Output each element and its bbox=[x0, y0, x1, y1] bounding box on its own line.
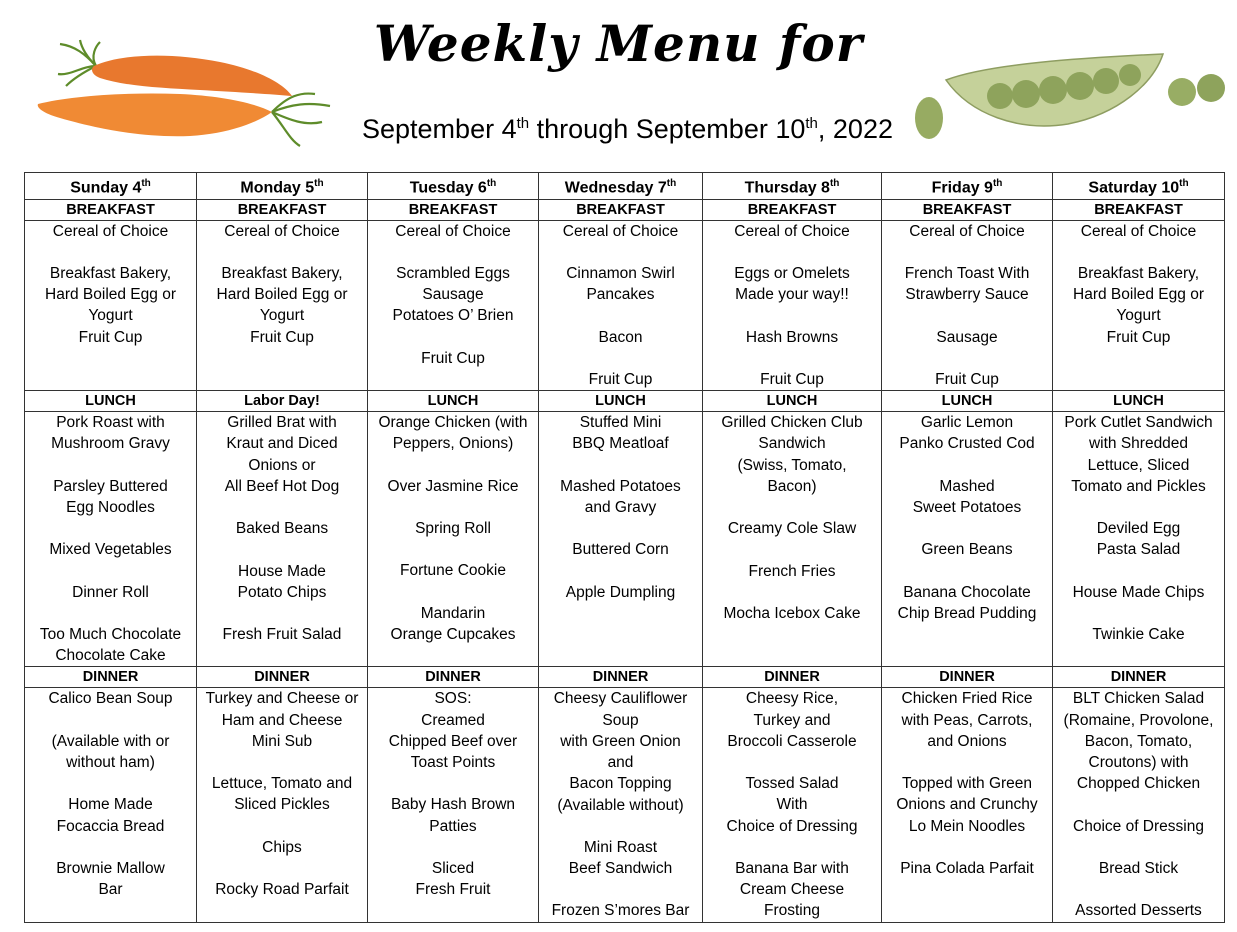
spacer bbox=[885, 518, 1049, 539]
menu-item: Creamy Cole Slaw bbox=[727, 520, 857, 538]
menu-item: Mini Roast bbox=[583, 838, 658, 856]
spacer bbox=[706, 752, 878, 773]
menu-item: Chips bbox=[262, 838, 302, 856]
menu-item: SOS: bbox=[434, 690, 472, 708]
menu-item: Garlic Lemon bbox=[920, 414, 1014, 432]
spacer bbox=[28, 837, 193, 858]
menu-item: Deviled Egg bbox=[1096, 520, 1181, 538]
menu-cell bbox=[882, 220, 1053, 391]
menu-item: Focaccia Bread bbox=[56, 817, 165, 835]
meal-label: BREAKFAST bbox=[703, 199, 882, 220]
meal-label: DINNER bbox=[539, 667, 703, 688]
menu-item: Twinkie Cake bbox=[1092, 626, 1185, 644]
menu-item: Chipped Beef over bbox=[388, 732, 518, 750]
menu-item: Fruit Cup bbox=[760, 370, 824, 388]
menu-cell bbox=[197, 220, 368, 391]
menu-item: Cereal of Choice bbox=[909, 222, 1025, 240]
spacer bbox=[28, 710, 193, 731]
menu-item: Yogurt bbox=[1116, 307, 1161, 325]
menu-item: Hard Boiled Egg or bbox=[216, 286, 348, 304]
meal-label: DINNER bbox=[703, 667, 882, 688]
menu-item: Cinnamon Swirl bbox=[566, 264, 675, 282]
menu-cell bbox=[1053, 220, 1225, 391]
page-title: Weekly Menu for bbox=[373, 14, 864, 73]
menu-item: Mixed Vegetables bbox=[49, 541, 172, 559]
spacer bbox=[885, 242, 1049, 263]
menu-item: Eggs or Omelets bbox=[734, 264, 850, 282]
menu-cell bbox=[25, 220, 197, 391]
loose-pea-icon bbox=[1197, 74, 1225, 102]
menu-item: Cereal of Choice bbox=[224, 222, 340, 240]
menu-item: Sausage bbox=[422, 286, 484, 304]
menu-item: Chocolate Cake bbox=[55, 647, 166, 665]
day-header-row bbox=[25, 173, 1225, 200]
menu-item: Bread Stick bbox=[1098, 860, 1179, 878]
menu-item: without ham) bbox=[66, 754, 155, 772]
menu-item: Cream Cheese bbox=[739, 881, 845, 899]
menu-item: Hard Boiled Egg or bbox=[45, 286, 176, 304]
spacer bbox=[1056, 837, 1221, 858]
menu-item: Orange Cupcakes bbox=[390, 626, 516, 644]
menu-item: Bar bbox=[98, 881, 123, 899]
menu-item: Patties bbox=[429, 817, 477, 835]
spacer bbox=[1056, 497, 1221, 518]
spacer bbox=[542, 561, 699, 582]
menu-item: Rocky Road Parfait bbox=[215, 881, 349, 899]
menu-item: Made your way!! bbox=[735, 286, 849, 304]
meal-label: LUNCH bbox=[1053, 391, 1225, 412]
spacer bbox=[1056, 242, 1221, 263]
menu-item: Calico Bean Soup bbox=[48, 690, 173, 708]
menu-item: (Available without) bbox=[557, 796, 684, 814]
menu-item: Lettuce, Sliced bbox=[1087, 456, 1190, 474]
day-header: Saturday 10th bbox=[1053, 173, 1225, 200]
menu-item: Fresh Fruit bbox=[415, 881, 491, 899]
menu-item: Yogurt bbox=[259, 307, 305, 325]
menu-item: Fruit Cup bbox=[421, 349, 485, 367]
spacer bbox=[706, 497, 878, 518]
start-month: September bbox=[362, 114, 495, 144]
spacer bbox=[706, 539, 878, 560]
spacer bbox=[885, 455, 1049, 476]
breakfast-label-row bbox=[25, 199, 1225, 220]
spacer bbox=[1056, 795, 1221, 816]
menu-item: Sweet Potatoes bbox=[912, 498, 1022, 516]
menu-item: Stuffed Mini bbox=[579, 414, 662, 432]
menu-item: Cheesy Cauliflower bbox=[553, 690, 688, 708]
menu-item: Hash Browns bbox=[745, 328, 839, 346]
menu-item: (Romaine, Provolone, bbox=[1063, 711, 1214, 729]
spacer bbox=[885, 752, 1049, 773]
menu-item: Breakfast Bakery, bbox=[221, 264, 343, 282]
spacer bbox=[885, 837, 1049, 858]
meal-label: BREAKFAST bbox=[882, 199, 1053, 220]
spacer bbox=[28, 773, 193, 794]
meal-label: LUNCH bbox=[882, 391, 1053, 412]
day-header: Tuesday 6th bbox=[368, 173, 539, 200]
spacer bbox=[371, 327, 535, 348]
menu-item: Over Jasmine Rice bbox=[387, 477, 519, 495]
menu-item: With bbox=[776, 796, 808, 814]
menu-item: (Swiss, Tomato, bbox=[737, 456, 847, 474]
menu-cell bbox=[703, 412, 882, 667]
menu-cell bbox=[368, 688, 539, 922]
menu-item: Sliced bbox=[431, 860, 475, 878]
spacer bbox=[200, 858, 364, 879]
menu-cell bbox=[703, 220, 882, 391]
menu-item: Peppers, Onions) bbox=[392, 435, 514, 453]
carrot-illustration-icon bbox=[30, 36, 350, 148]
menu-cell bbox=[1053, 688, 1225, 922]
dinner-items-row bbox=[25, 688, 1225, 922]
menu-cell bbox=[368, 412, 539, 667]
meal-label: LUNCH bbox=[703, 391, 882, 412]
spacer bbox=[28, 242, 193, 263]
meal-label: DINNER bbox=[1053, 667, 1225, 688]
menu-item: Onions or bbox=[248, 456, 316, 474]
menu-item: Tossed Salad bbox=[745, 775, 839, 793]
carrot-upper-icon bbox=[92, 56, 292, 96]
menu-item: Mocha Icebox Cake bbox=[723, 604, 861, 622]
menu-item: Mushroom Gravy bbox=[51, 435, 170, 453]
menu-item: Bacon, Tomato, bbox=[1084, 732, 1193, 750]
meal-label: Labor Day! bbox=[197, 391, 368, 412]
spacer bbox=[885, 348, 1049, 369]
menu-item: Lo Mein Noodles bbox=[908, 817, 1026, 835]
menu-item: BLT Chicken Salad bbox=[1072, 690, 1205, 708]
meal-label: DINNER bbox=[882, 667, 1053, 688]
menu-item: Chicken Fried Rice bbox=[901, 690, 1033, 708]
spacer bbox=[706, 348, 878, 369]
spacer bbox=[28, 518, 193, 539]
menu-item: All Beef Hot Dog bbox=[224, 477, 340, 495]
menu-item: Chopped Chicken bbox=[1076, 775, 1201, 793]
carrot-lower-icon bbox=[38, 93, 272, 136]
lunch-items-row bbox=[25, 412, 1225, 667]
meal-label: LUNCH bbox=[539, 391, 703, 412]
start-suffix: th bbox=[516, 115, 530, 132]
meal-label: LUNCH bbox=[25, 391, 197, 412]
meal-label: DINNER bbox=[25, 667, 197, 688]
menu-item: Creamed bbox=[421, 711, 485, 729]
spacer bbox=[542, 879, 699, 900]
menu-cell bbox=[882, 688, 1053, 922]
spacer bbox=[885, 561, 1049, 582]
menu-item: Brownie Mallow bbox=[56, 860, 165, 878]
breakfast-items-row bbox=[25, 220, 1225, 391]
menu-item: Choice of Dressing bbox=[1073, 817, 1204, 835]
menu-item: Parsley Buttered bbox=[53, 477, 168, 495]
menu-item: Kraut and Diced bbox=[226, 435, 338, 453]
carrot-top-right-icon bbox=[272, 94, 330, 146]
menu-item: with Shredded bbox=[1088, 435, 1189, 453]
menu-item: Broccoli Casserole bbox=[727, 732, 857, 750]
spacer bbox=[542, 242, 699, 263]
menu-cell bbox=[25, 688, 197, 922]
menu-item: Sandwich bbox=[758, 435, 826, 453]
menu-item: Strawberry Sauce bbox=[905, 286, 1029, 304]
meal-label: BREAKFAST bbox=[539, 199, 703, 220]
meal-label: DINNER bbox=[368, 667, 539, 688]
menu-cell bbox=[882, 412, 1053, 667]
menu-item: Mashed Potatoes bbox=[560, 477, 681, 495]
menu-item: Beef Sandwich bbox=[568, 860, 673, 878]
menu-item: Green Beans bbox=[921, 541, 1013, 559]
menu-cell bbox=[25, 412, 197, 667]
spacer bbox=[28, 603, 193, 624]
menu-item: Grilled Brat with bbox=[227, 414, 337, 432]
menu-item: Pork Roast with bbox=[56, 414, 165, 432]
menu-item: Tomato and Pickles bbox=[1071, 477, 1206, 495]
menu-cell bbox=[539, 412, 703, 667]
menu-item: French Fries bbox=[748, 562, 836, 580]
dinner-label-row bbox=[25, 667, 1225, 688]
menu-item: Pork Cutlet Sandwich bbox=[1064, 414, 1213, 432]
menu-item: Bacon bbox=[598, 328, 643, 346]
menu-item: Cereal of Choice bbox=[1080, 222, 1197, 240]
menu-item: Cereal of Choice bbox=[52, 222, 169, 240]
end-suffix: th bbox=[805, 115, 818, 132]
menu-item: Onions and Crunchy bbox=[896, 796, 1038, 814]
menu-item: Mandarin bbox=[420, 604, 486, 622]
menu-item: and Gravy bbox=[584, 498, 657, 516]
spacer bbox=[706, 305, 878, 326]
menu-item: Mini Sub bbox=[251, 732, 313, 750]
menu-item: Fortune Cookie bbox=[400, 562, 506, 580]
menu-item: Cheesy Rice, bbox=[745, 690, 839, 708]
meal-label: LUNCH bbox=[368, 391, 539, 412]
pea-pod-illustration-icon bbox=[908, 44, 1233, 144]
lunch-label-row bbox=[25, 391, 1225, 412]
spacer bbox=[542, 348, 699, 369]
menu-item: and bbox=[607, 754, 634, 772]
spacer bbox=[200, 603, 364, 624]
menu-item: Sliced Pickles bbox=[234, 796, 330, 814]
single-pea-icon bbox=[915, 97, 943, 139]
spacer bbox=[706, 837, 878, 858]
menu-item: Turkey and Cheese or bbox=[205, 690, 359, 708]
meal-label: BREAKFAST bbox=[25, 199, 197, 220]
meal-label: DINNER bbox=[197, 667, 368, 688]
menu-item: Mashed bbox=[939, 477, 995, 495]
menu-item: Grilled Chicken Club bbox=[721, 414, 863, 432]
spacer bbox=[542, 518, 699, 539]
menu-item: Too Much Chocolate bbox=[39, 626, 182, 644]
menu-item: Choice of Dressing bbox=[726, 817, 858, 835]
spacer bbox=[200, 816, 364, 837]
spacer bbox=[28, 455, 193, 476]
menu-item: House Made bbox=[238, 562, 326, 580]
menu-item: Frozen S’mores Bar bbox=[551, 902, 690, 920]
menu-item: Bacon) bbox=[767, 477, 817, 495]
spacer bbox=[200, 242, 364, 263]
menu-item: Dinner Roll bbox=[72, 583, 149, 601]
menu-item: and Onions bbox=[927, 732, 1007, 750]
menu-item: with Peas, Carrots, bbox=[901, 711, 1033, 729]
day-header: Thursday 8th bbox=[703, 173, 882, 200]
spacer bbox=[371, 837, 535, 858]
menu-item: Fruit Cup bbox=[250, 328, 314, 346]
spacer bbox=[542, 816, 699, 837]
spacer bbox=[885, 305, 1049, 326]
menu-cell bbox=[703, 688, 882, 922]
spacer bbox=[200, 752, 364, 773]
menu-item: Banana Bar with bbox=[735, 860, 849, 878]
menu-item: Sausage bbox=[936, 328, 998, 346]
spacer bbox=[1056, 603, 1221, 624]
menu-item: BBQ Meatloaf bbox=[572, 435, 669, 453]
menu-item: Fruit Cup bbox=[588, 370, 653, 388]
menu-item: Breakfast Bakery, bbox=[1077, 264, 1200, 282]
menu-item: Ham and Cheese bbox=[221, 711, 343, 729]
menu-item: Spring Roll bbox=[415, 520, 491, 538]
menu-item: French Toast With bbox=[904, 264, 1030, 282]
menu-item: Soup bbox=[602, 711, 639, 729]
menu-item: Fruit Cup bbox=[78, 328, 143, 346]
menu-item: Toast Points bbox=[410, 754, 496, 772]
spacer bbox=[1056, 879, 1221, 900]
menu-item: Fruit Cup bbox=[1106, 328, 1171, 346]
meal-label: BREAKFAST bbox=[197, 199, 368, 220]
menu-item: Potato Chips bbox=[237, 583, 327, 601]
menu-cell bbox=[368, 220, 539, 391]
menu-item: Apple Dumpling bbox=[565, 583, 676, 601]
menu-item: with Green Onion bbox=[560, 732, 681, 750]
spacer bbox=[706, 242, 878, 263]
menu-item: Potatoes O’ Brien bbox=[392, 307, 514, 325]
menu-cell bbox=[197, 688, 368, 922]
menu-item: Cereal of Choice bbox=[395, 222, 511, 240]
menu-cell bbox=[1053, 412, 1225, 667]
menu-item: (Available with or bbox=[51, 732, 170, 750]
menu-item: Topped with Green bbox=[901, 775, 1033, 793]
carrot-top-icon bbox=[58, 40, 100, 86]
menu-item: Baked Beans bbox=[235, 520, 329, 538]
spacer bbox=[371, 497, 535, 518]
spacer bbox=[200, 497, 364, 518]
spacer bbox=[371, 773, 535, 794]
menu-item: Scrambled Eggs bbox=[396, 264, 510, 282]
day-header: Monday 5th bbox=[197, 173, 368, 200]
menu-item: Buttered Corn bbox=[572, 541, 669, 559]
menu-item: Panko Crusted Cod bbox=[899, 435, 1035, 453]
start-day: 4 bbox=[501, 114, 517, 144]
menu-item: Hard Boiled Egg or bbox=[1073, 286, 1204, 304]
menu-item: Home Made bbox=[68, 796, 153, 814]
spacer bbox=[200, 539, 364, 560]
menu-item: House Made Chips bbox=[1072, 583, 1205, 601]
weekly-menu-table bbox=[24, 172, 1225, 923]
menu-item: Egg Noodles bbox=[66, 498, 155, 516]
spacer bbox=[1056, 561, 1221, 582]
spacer bbox=[371, 455, 535, 476]
spacer bbox=[542, 305, 699, 326]
meal-label: BREAKFAST bbox=[1053, 199, 1225, 220]
menu-item: Frosting bbox=[764, 902, 820, 920]
menu-item: Chip Bread Pudding bbox=[897, 604, 1037, 622]
spacer bbox=[371, 582, 535, 603]
through-word: through bbox=[536, 114, 629, 144]
menu-item: Cereal of Choice bbox=[562, 222, 679, 240]
spacer bbox=[542, 455, 699, 476]
menu-item: Yogurt bbox=[88, 307, 133, 325]
menu-item: Turkey and bbox=[753, 711, 831, 729]
meal-label: BREAKFAST bbox=[368, 199, 539, 220]
menu-item: Baby Hash Brown bbox=[390, 796, 516, 814]
day-header: Sunday 4th bbox=[25, 173, 197, 200]
menu-item: Fresh Fruit Salad bbox=[222, 626, 342, 644]
menu-cell bbox=[197, 412, 368, 667]
day-header: Wednesday 7th bbox=[539, 173, 703, 200]
date-range bbox=[320, 104, 935, 149]
spacer bbox=[371, 242, 535, 263]
menu-item: Fruit Cup bbox=[935, 370, 999, 388]
menu-item: Banana Chocolate bbox=[903, 583, 1031, 601]
menu-item: Pancakes bbox=[586, 286, 655, 304]
menu-item: Croutons) with bbox=[1088, 754, 1189, 772]
year: , 2022 bbox=[817, 114, 893, 144]
menu-item: Pina Colada Parfait bbox=[900, 860, 1034, 878]
end-day: 10 bbox=[775, 114, 806, 144]
menu-item: Breakfast Bakery, bbox=[49, 264, 172, 282]
day-header: Friday 9th bbox=[882, 173, 1053, 200]
spacer bbox=[371, 539, 535, 560]
spacer bbox=[28, 561, 193, 582]
loose-pea-icon bbox=[1168, 78, 1196, 106]
menu-item: Cereal of Choice bbox=[734, 222, 850, 240]
spacer bbox=[706, 582, 878, 603]
menu-item: Assorted Desserts bbox=[1075, 902, 1202, 920]
menu-item: Pasta Salad bbox=[1096, 541, 1181, 559]
menu-item: Orange Chicken (with bbox=[378, 414, 528, 432]
end-month: September bbox=[635, 114, 768, 144]
menu-cell bbox=[539, 688, 703, 922]
menu-item: Lettuce, Tomato and bbox=[211, 775, 353, 793]
menu-cell bbox=[539, 220, 703, 391]
menu-item: Bacon Topping bbox=[569, 775, 672, 793]
